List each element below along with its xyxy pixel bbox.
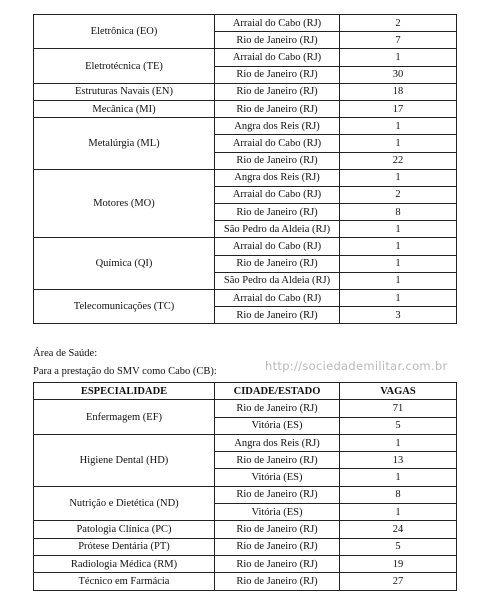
especialidade-cell: Metalúrgia (ML): [34, 118, 215, 170]
cidade-estado-cell: Arraial do Cabo (RJ): [215, 238, 340, 255]
vagas-cell: 1: [340, 135, 457, 152]
especialidade-cell: Nutrição e Dietética (ND): [34, 486, 215, 521]
vacancies-table-technical-body: [34, 15, 457, 324]
watermark: http://sociedademilitar.com.br: [265, 359, 448, 373]
table-row: [34, 169, 457, 186]
cabo-prestacao-label: Para a prestação do SMV como Cabo (CB):: [33, 366, 217, 377]
cidade-estado-cell: Rio de Janeiro (RJ): [215, 486, 340, 503]
header-vagas: VAGAS: [340, 383, 457, 400]
vagas-cell: 19: [340, 555, 457, 572]
especialidade-cell: Química (QI): [34, 238, 215, 290]
vagas-cell: 30: [340, 66, 457, 83]
vacancies-table-technical: [33, 14, 457, 324]
cidade-estado-cell: Arraial do Cabo (RJ): [215, 135, 340, 152]
health-table-header: [34, 383, 457, 400]
table-row: [34, 15, 457, 32]
table-row: [34, 555, 457, 572]
vagas-cell: 1: [340, 469, 457, 486]
vagas-cell: 1: [340, 221, 457, 238]
cidade-estado-cell: Vitória (ES): [215, 504, 340, 521]
cidade-estado-cell: Rio de Janeiro (RJ): [215, 521, 340, 538]
cidade-estado-cell: Arraial do Cabo (RJ): [215, 290, 340, 307]
table-row: [34, 538, 457, 555]
vagas-cell: 71: [340, 400, 457, 417]
cidade-estado-cell: São Pedro da Aldeia (RJ): [215, 221, 340, 238]
table-row: [34, 238, 457, 255]
vagas-cell: 1: [340, 272, 457, 289]
vagas-cell: 8: [340, 486, 457, 503]
cidade-estado-cell: Rio de Janeiro (RJ): [215, 100, 340, 117]
cidade-estado-cell: Vitória (ES): [215, 469, 340, 486]
cidade-estado-cell: Rio de Janeiro (RJ): [215, 538, 340, 555]
vagas-cell: 3: [340, 307, 457, 324]
table-row: [34, 400, 457, 417]
table-row: [34, 434, 457, 451]
vagas-cell: 7: [340, 32, 457, 49]
vagas-cell: 1: [340, 290, 457, 307]
vagas-cell: 27: [340, 573, 457, 590]
cidade-estado-cell: Rio de Janeiro (RJ): [215, 32, 340, 49]
table-row: [34, 521, 457, 538]
vagas-cell: 1: [340, 434, 457, 451]
especialidade-cell: Telecomunicações (TC): [34, 290, 215, 324]
especialidade-cell: Prótese Dentária (PT): [34, 538, 215, 555]
cidade-estado-cell: Angra dos Reis (RJ): [215, 169, 340, 186]
vagas-cell: 24: [340, 521, 457, 538]
cidade-estado-cell: Arraial do Cabo (RJ): [215, 15, 340, 32]
vagas-cell: 1: [340, 49, 457, 66]
cidade-estado-cell: Rio de Janeiro (RJ): [215, 307, 340, 324]
cidade-estado-cell: Angra dos Reis (RJ): [215, 434, 340, 451]
table-row: [34, 118, 457, 135]
vacancies-table-health: [33, 382, 457, 591]
especialidade-cell: Eletrotécnica (TE): [34, 49, 215, 83]
vacancies-table-health-body: [34, 400, 457, 590]
cidade-estado-cell: Vitória (ES): [215, 417, 340, 434]
table-row: [34, 486, 457, 503]
header-row: [34, 383, 457, 400]
cidade-estado-cell: Rio de Janeiro (RJ): [215, 573, 340, 590]
especialidade-cell: Técnico em Farmácia: [34, 573, 215, 590]
especialidade-cell: Motores (MO): [34, 169, 215, 238]
vagas-cell: 1: [340, 118, 457, 135]
vagas-cell: 13: [340, 452, 457, 469]
cidade-estado-cell: São Pedro da Aldeia (RJ): [215, 272, 340, 289]
especialidade-cell: Mecânica (MI): [34, 100, 215, 117]
especialidade-cell: Enfermagem (EF): [34, 400, 215, 435]
vagas-cell: 22: [340, 152, 457, 169]
header-especialidade: ESPECIALIDADE: [34, 383, 215, 400]
table-row: [34, 49, 457, 66]
cidade-estado-cell: Rio de Janeiro (RJ): [215, 83, 340, 100]
cidade-estado-cell: Rio de Janeiro (RJ): [215, 400, 340, 417]
table-row: [34, 290, 457, 307]
vagas-cell: 8: [340, 204, 457, 221]
especialidade-cell: Estruturas Navais (EN): [34, 83, 215, 100]
cidade-estado-cell: Rio de Janeiro (RJ): [215, 66, 340, 83]
vagas-cell: 17: [340, 100, 457, 117]
cidade-estado-cell: Rio de Janeiro (RJ): [215, 204, 340, 221]
header-cidade-estado: CIDADE/ESTADO: [215, 383, 340, 400]
cidade-estado-cell: Rio de Janeiro (RJ): [215, 152, 340, 169]
vagas-cell: 1: [340, 504, 457, 521]
vagas-cell: 5: [340, 417, 457, 434]
vagas-cell: 2: [340, 186, 457, 203]
especialidade-cell: Higiene Dental (HD): [34, 434, 215, 486]
especialidade-cell: Radiologia Médica (RM): [34, 555, 215, 572]
vagas-cell: 1: [340, 238, 457, 255]
especialidade-cell: Patologia Clínica (PC): [34, 521, 215, 538]
vagas-cell: 1: [340, 255, 457, 272]
cidade-estado-cell: Arraial do Cabo (RJ): [215, 186, 340, 203]
vagas-cell: 18: [340, 83, 457, 100]
vagas-cell: 1: [340, 169, 457, 186]
cidade-estado-cell: Rio de Janeiro (RJ): [215, 255, 340, 272]
table-row: [34, 573, 457, 590]
cidade-estado-cell: Rio de Janeiro (RJ): [215, 452, 340, 469]
cidade-estado-cell: Rio de Janeiro (RJ): [215, 555, 340, 572]
especialidade-cell: Eletrônica (EO): [34, 15, 215, 49]
table-row: [34, 83, 457, 100]
cidade-estado-cell: Angra dos Reis (RJ): [215, 118, 340, 135]
cidade-estado-cell: Arraial do Cabo (RJ): [215, 49, 340, 66]
vagas-cell: 2: [340, 15, 457, 32]
area-saude-label: Área de Saúde:: [33, 348, 98, 359]
table-row: [34, 100, 457, 117]
vagas-cell: 5: [340, 538, 457, 555]
